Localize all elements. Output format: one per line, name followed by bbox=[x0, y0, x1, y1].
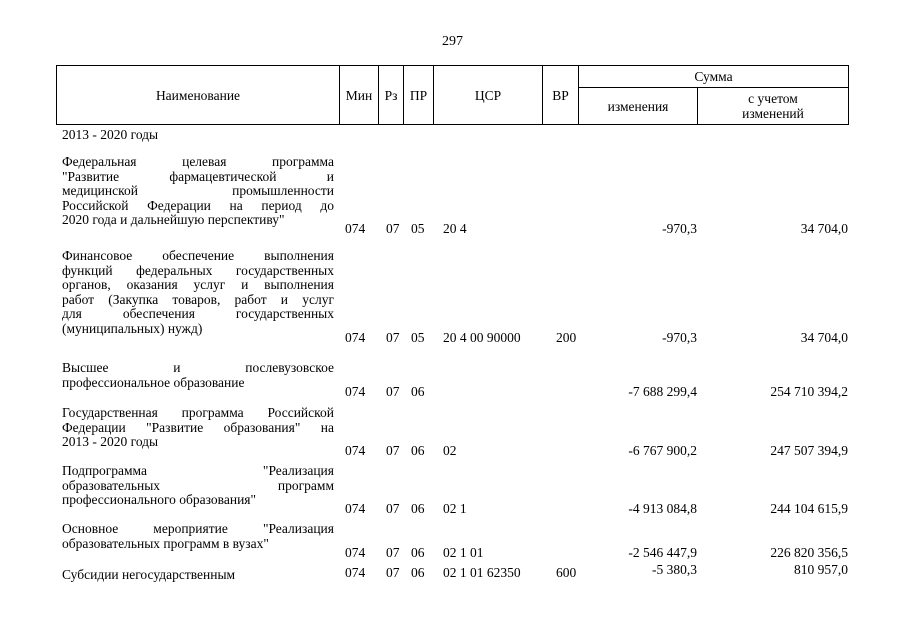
cell-min: 074 bbox=[345, 544, 366, 560]
row-name bbox=[62, 361, 334, 390]
row-name bbox=[62, 522, 334, 551]
row-name-line: Подпрограмма "Реализация bbox=[62, 463, 334, 478]
row-name-line: Финансовое обеспечение выполнения bbox=[62, 248, 334, 263]
cell-pr: 06 bbox=[411, 501, 425, 516]
cell-csr: 02 1 bbox=[443, 501, 467, 516]
row-name bbox=[62, 406, 334, 450]
cell-pr: 05 bbox=[411, 221, 425, 236]
cell-min: 074 bbox=[345, 329, 366, 345]
col-header-changes: изменения bbox=[579, 88, 698, 125]
row-name-line: 2013 - 2020 годы bbox=[62, 127, 159, 142]
col-header-min: Мин bbox=[340, 66, 379, 125]
row-name bbox=[62, 568, 334, 583]
row-name-line: Государственная программа Российской bbox=[62, 405, 334, 420]
col-header-vr: ВР bbox=[543, 66, 579, 125]
cell-changes: -2 546 447,9 bbox=[628, 544, 697, 560]
row-name-line: медицинской промышленности bbox=[62, 183, 334, 198]
row-name-line: работ (Закупка товаров, работ и услуг bbox=[62, 291, 334, 307]
col-header-sum: Сумма bbox=[579, 66, 849, 88]
cell-pr: 05 bbox=[411, 329, 425, 345]
row-name-line: образовательных программ в вузах" bbox=[62, 535, 269, 551]
row-name-line: образовательных программ bbox=[62, 477, 334, 493]
col-header-csr: ЦСР bbox=[434, 66, 543, 125]
col-header-with-changes-line2: изменений bbox=[742, 106, 804, 121]
row-name-line: для обеспечения государственных bbox=[62, 306, 334, 321]
cell-pr: 06 bbox=[411, 544, 425, 560]
col-header-with-changes-line1: с учетом bbox=[748, 91, 798, 106]
cell-pr: 06 bbox=[411, 565, 425, 580]
row-name bbox=[62, 155, 334, 228]
row-name-line: Основное мероприятие "Реализация bbox=[62, 521, 334, 536]
row-name-line: Высшее и послевузовское bbox=[62, 360, 334, 375]
cell-rz: 07 bbox=[386, 329, 400, 345]
col-header-pr: ПР bbox=[404, 66, 434, 125]
col-header-rz: Рз bbox=[379, 66, 404, 125]
cell-total: 254 710 394,2 bbox=[770, 383, 848, 399]
row-name bbox=[62, 128, 334, 143]
row-name-line: органов, оказания услуг и выполнения bbox=[62, 277, 334, 292]
cell-min: 074 bbox=[345, 501, 366, 516]
cell-changes: -6 767 900,2 bbox=[628, 443, 697, 458]
row-name-line: функций федеральных государственных bbox=[62, 262, 334, 278]
col-header-name: Наименование bbox=[57, 66, 340, 125]
cell-total: 247 507 394,9 bbox=[770, 443, 848, 458]
cell-vr: 600 bbox=[556, 565, 577, 580]
cell-changes: -970,3 bbox=[662, 221, 697, 236]
row-name-line: профессиональное образование bbox=[62, 374, 245, 390]
cell-min: 074 bbox=[345, 383, 366, 399]
row-name bbox=[62, 464, 334, 508]
cell-total: 34 704,0 bbox=[800, 221, 848, 236]
cell-csr: 02 1 01 bbox=[443, 544, 484, 560]
cell-csr: 20 4 00 90000 bbox=[443, 329, 521, 345]
cell-total: 34 704,0 bbox=[800, 329, 848, 345]
cell-rz: 07 bbox=[386, 383, 400, 399]
cell-total: 226 820 356,5 bbox=[770, 544, 848, 560]
row-name-line: Субсидии негосударственным bbox=[62, 567, 236, 582]
cell-total: 810 957,0 bbox=[794, 562, 848, 577]
col-header-with-changes bbox=[698, 88, 849, 125]
cell-changes: -970,3 bbox=[662, 329, 697, 345]
cell-csr: 20 4 bbox=[443, 221, 467, 236]
cell-csr: 02 bbox=[443, 443, 457, 458]
cell-changes: -4 913 084,8 bbox=[628, 501, 697, 516]
row-name-line: "Развитие фармацевтической и bbox=[62, 168, 334, 184]
cell-total: 244 104 615,9 bbox=[770, 501, 848, 516]
row-name-line: Федеральная целевая программа bbox=[62, 154, 334, 169]
cell-rz: 07 bbox=[386, 565, 400, 580]
cell-pr: 06 bbox=[411, 383, 425, 399]
row-name-line: 2020 года и дальнейшую перспективу" bbox=[62, 212, 285, 227]
cell-rz: 07 bbox=[386, 443, 400, 458]
cell-min: 074 bbox=[345, 443, 366, 458]
row-name-line: Российской Федерации на период до bbox=[62, 197, 334, 213]
row-name-line: (муниципальных) нужд) bbox=[62, 320, 203, 336]
cell-rz: 07 bbox=[386, 501, 400, 516]
row-name-line: 2013 - 2020 годы bbox=[62, 434, 159, 449]
cell-vr: 200 bbox=[556, 329, 577, 345]
cell-csr: 02 1 01 62350 bbox=[443, 565, 521, 580]
cell-pr: 06 bbox=[411, 443, 425, 458]
table-header bbox=[56, 65, 849, 125]
page-number: 297 bbox=[442, 34, 463, 49]
cell-changes: -7 688 299,4 bbox=[628, 383, 697, 399]
row-name-line: профессионального образования" bbox=[62, 492, 257, 507]
cell-rz: 07 bbox=[386, 544, 400, 560]
row-name bbox=[62, 249, 334, 336]
cell-min: 074 bbox=[345, 221, 366, 236]
cell-changes: -5 380,3 bbox=[652, 562, 697, 577]
row-name-line: Федерации "Развитие образования" на bbox=[62, 419, 334, 435]
cell-min: 074 bbox=[345, 565, 366, 580]
cell-rz: 07 bbox=[386, 221, 400, 236]
